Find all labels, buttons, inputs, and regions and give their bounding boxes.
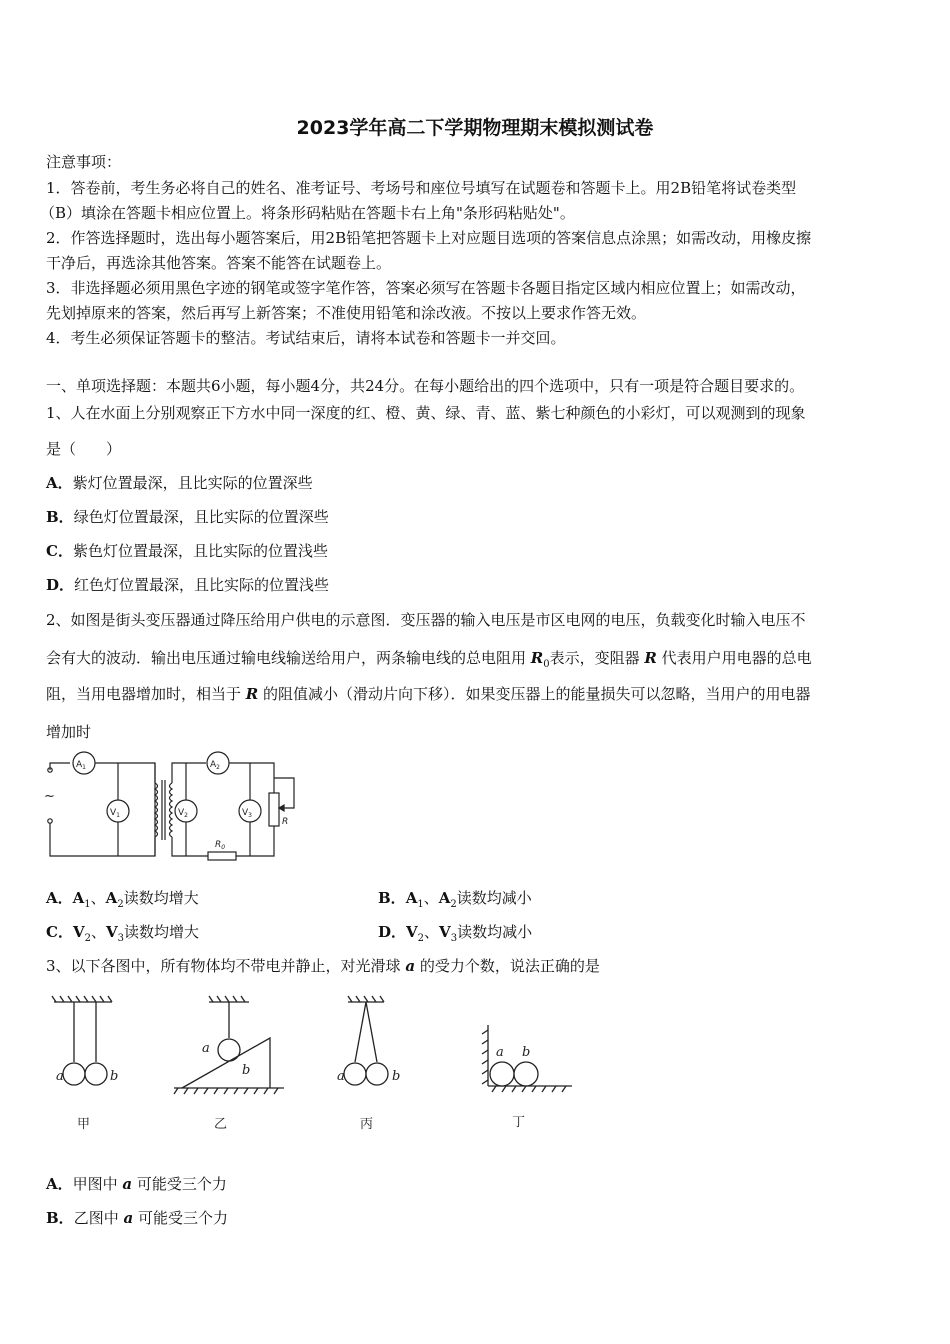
- q2-option-c[interactable]: C．$V_2$、$V_3$读数均增大: [46, 923, 200, 944]
- q1-stem: 1、人在水面上分别观察正下方水中同一深度的红、橙、黄、绿、青、蓝、紫七种颜色的小彩灯，可以观测到的现象: [46, 404, 806, 422]
- svg-text:R0: $R_0$: [215, 840, 226, 851]
- svg-text:b: b: [522, 1045, 531, 1060]
- ac-source-symbol: ~: [44, 789, 55, 804]
- q3-option-a[interactable]: A．甲图中 a 可能受三个力: [46, 1175, 227, 1193]
- resistor-r0: [208, 852, 236, 860]
- svg-text:a: a: [202, 1041, 210, 1056]
- notice-line: 干净后，再选涂其他答案。答案不能答在试题卷上。: [46, 254, 392, 272]
- notice-line: 1．答卷前，考生务必将自己的姓名、准考证号、考场号和座位号填写在试题卷和答题卡上。用2B铅笔将试卷类型: [46, 179, 797, 197]
- transformer-circuit-diagram: [38, 748, 308, 863]
- svg-text:b: b: [242, 1063, 251, 1078]
- svg-text:甲: 甲: [77, 1117, 91, 1132]
- svg-text:a: a: [337, 1069, 345, 1084]
- svg-text:V1: $V_1$: [110, 808, 120, 819]
- q1-option-b[interactable]: B．绿色灯位置最深，且比实际的位置深些: [46, 508, 329, 526]
- svg-text:A1: $A_1$: [76, 760, 86, 771]
- section-heading: 一、单项选择题：本题共6小题，每小题4分，共24分。在每小题给出的四个选项中，只有一项是符合题目要求的。: [46, 377, 805, 395]
- notice-line: 先划掉原来的答案，然后再写上新答案；不准使用铅笔和涂改液。不按以上要求作答无效。: [46, 304, 647, 322]
- q2-stem-cont: 增加时: [46, 723, 92, 741]
- svg-text:乙: 乙: [214, 1117, 228, 1132]
- rheostat-r: [269, 793, 279, 826]
- notice-line: 3．非选择题必须用黑色字迹的钢笔或签字笔作答，答案必须写在答题卡各题目指定区域内相应位置上；如需改动，: [46, 279, 806, 297]
- q2-option-a[interactable]: A．$A_1$、$A_2$读数均增大: [46, 889, 199, 910]
- notice-line: 4．考生必须保证答题卡的整洁。考试结束后，请将本试卷和答题卡一并交回。: [46, 329, 566, 347]
- q2-stem-cont: 阻，当用电器增加时，相当于 R 的阻值减小（滑动片向下移）．如果变压器上的能量损失可以忽略，当用户的用电器: [46, 685, 811, 703]
- q2-option-d[interactable]: D．$V_2$、$V_3$读数均减小: [378, 923, 533, 944]
- q2-stem-cont: 会有大的波动．输出电压通过输电线输送给用户，两条输电线的总电阻用 $R_0$表示，变阻器 R 代表用户用电器的总电: [46, 649, 812, 670]
- q2-stem: 2、如图是街头变压器通过降压给用户供电的示意图．变压器的输入电压是市区电网的电压，负载变化时输入电压不: [46, 611, 806, 629]
- svg-text:R: R: [282, 817, 289, 827]
- svg-text:丁: 丁: [512, 1115, 526, 1130]
- svg-text:A2: $A_2$: [210, 760, 220, 771]
- q1-option-a[interactable]: A．紫灯位置最深，且比实际的位置深些: [46, 474, 313, 492]
- page-title: 2023学年高二下学期物理期末模拟测试卷: [296, 117, 654, 139]
- q2-option-b[interactable]: B．$A_1$、$A_2$读数均减小: [378, 889, 532, 910]
- q1-stem-cont: 是（ ）: [46, 440, 122, 458]
- q3-stem: 3、以下各图中，所有物体均不带电并静止，对光滑球 a 的受力个数，说法正确的是: [46, 957, 600, 975]
- figure-ding: [482, 1025, 572, 1130]
- figure-yi: [174, 996, 284, 1132]
- svg-text:b: b: [110, 1069, 119, 1084]
- figure-bing: [337, 996, 400, 1132]
- notice-line: （B）填涂在答题卡相应位置上。将条形码粘贴在答题卡右上角"条形码粘贴处"。: [40, 204, 575, 222]
- svg-text:V3: $V_3$: [242, 808, 252, 819]
- svg-text:丙: 丙: [360, 1117, 374, 1132]
- notice-line: 2．作答选择题时，选出每小题答案后，用2B铅笔把答题卡上对应题目选项的答案信息点涂黑；如需改动，用橡皮擦: [46, 229, 812, 247]
- figure-jia: [52, 996, 118, 1132]
- svg-text:V2: $V_2$: [178, 808, 188, 819]
- svg-text:b: b: [392, 1069, 401, 1084]
- svg-text:a: a: [496, 1045, 504, 1060]
- notice-heading: 注意事项：: [46, 153, 122, 171]
- q1-option-d[interactable]: D．红色灯位置最深，且比实际的位置浅些: [46, 576, 330, 594]
- q1-option-c[interactable]: C．紫色灯位置最深，且比实际的位置浅些: [46, 542, 328, 560]
- q3-option-b[interactable]: B．乙图中 a 可能受三个力: [46, 1209, 228, 1227]
- svg-text:a: a: [56, 1069, 64, 1084]
- force-figures: [44, 990, 584, 1140]
